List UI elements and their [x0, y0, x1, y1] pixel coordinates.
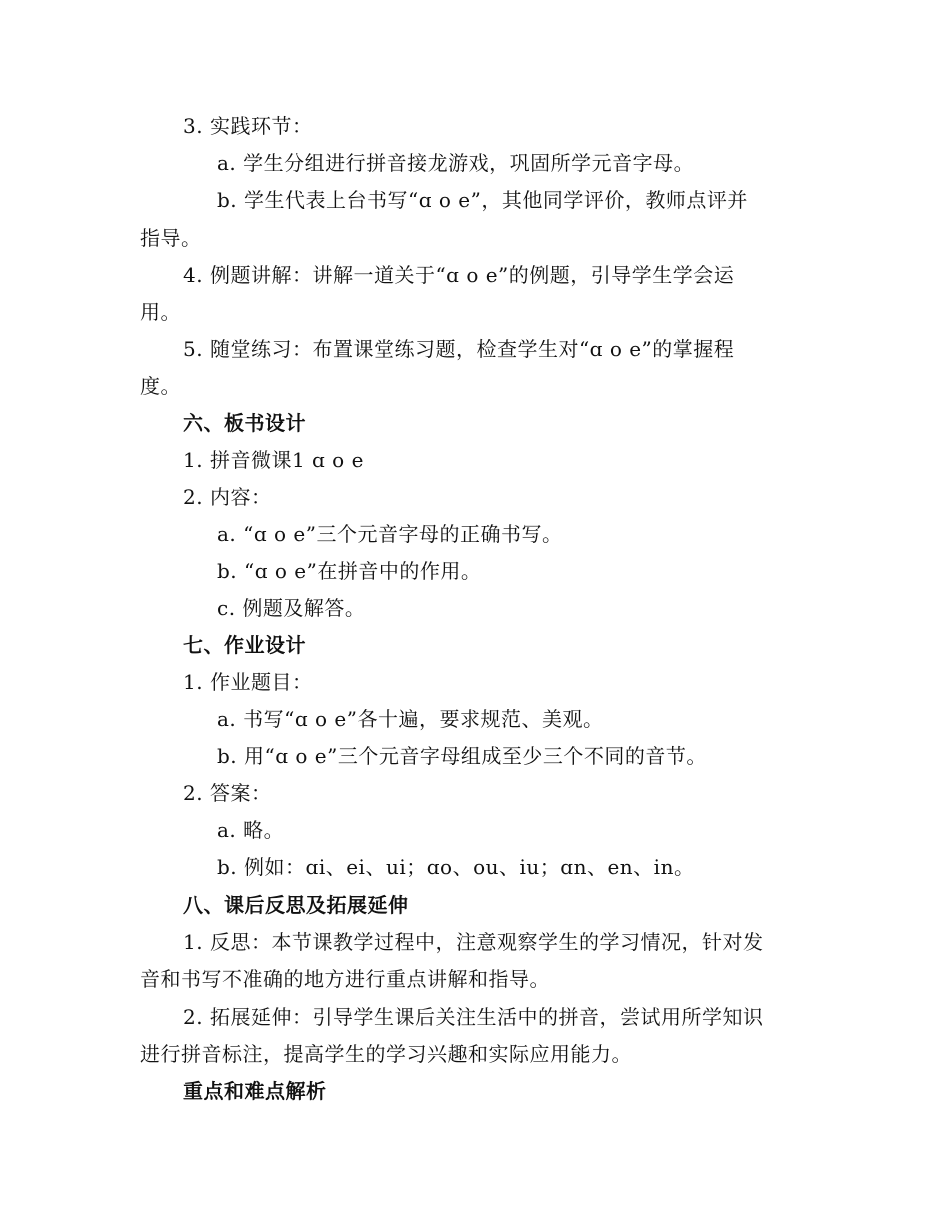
practice-section-item: 3. 实践环节：	[183, 114, 313, 138]
board-design-item-1: 1. 拼音微课1 ɑ o e	[183, 448, 364, 472]
homework-item-2: 2. 答案：	[183, 781, 272, 805]
practice-sub-item-b-continued: 指导。	[140, 226, 202, 250]
practice-sub-item-a: a. 学生分组进行拼音接龙游戏，巩固所学元音字母。	[217, 151, 695, 175]
example-explanation-continued: 用。	[140, 300, 181, 324]
homework-answer-a: a. 略。	[217, 818, 285, 842]
practice-sub-item-b: b. 学生代表上台书写“ɑ o e”，其他同学评价，教师点评并	[217, 188, 748, 212]
reflection-item-1: 1. 反思：本节课教学过程中，注意观察学生的学习情况，针对发	[183, 930, 764, 954]
section-heading-board-design: 六、板书设计	[183, 411, 306, 435]
reflection-item-2: 2. 拓展延伸：引导学生课后关注生活中的拼音，尝试用所学知识	[183, 1005, 764, 1029]
homework-question-a: a. 书写“ɑ o e”各十遍，要求规范、美观。	[217, 707, 604, 731]
homework-answer-b: b. 例如：ɑi、ei、ui；ɑo、ou、iu；ɑn、en、in。	[217, 855, 695, 879]
reflection-item-1-continued: 音和书写不准确的地方进行重点讲解和指导。	[140, 967, 550, 991]
section-heading-homework: 七、作业设计	[183, 633, 306, 657]
classroom-exercise-continued: 度。	[140, 374, 181, 398]
section-heading-reflection: 八、课后反思及拓展延伸	[183, 893, 409, 917]
homework-question-b: b. 用“ɑ o e”三个元音字母组成至少三个不同的音节。	[217, 744, 707, 768]
board-design-item-2: 2. 内容：	[183, 485, 272, 509]
board-content-item-a: a. “ɑ o e”三个元音字母的正确书写。	[217, 522, 563, 546]
board-content-item-c: c. 例题及解答。	[217, 596, 366, 620]
section-heading-key-points: 重点和难点解析	[183, 1079, 327, 1103]
board-content-item-b: b. “ɑ o e”在拼音中的作用。	[217, 559, 482, 583]
example-explanation-item: 4. 例题讲解：讲解一道关于“ɑ o e”的例题，引导学生学会运	[183, 263, 735, 287]
classroom-exercise-item: 5. 随堂练习：布置课堂练习题，检查学生对“ɑ o e”的掌握程	[183, 337, 735, 361]
homework-item-1: 1. 作业题目：	[183, 670, 313, 694]
reflection-item-2-continued: 进行拼音标注，提高学生的学习兴趣和实际应用能力。	[140, 1042, 632, 1066]
